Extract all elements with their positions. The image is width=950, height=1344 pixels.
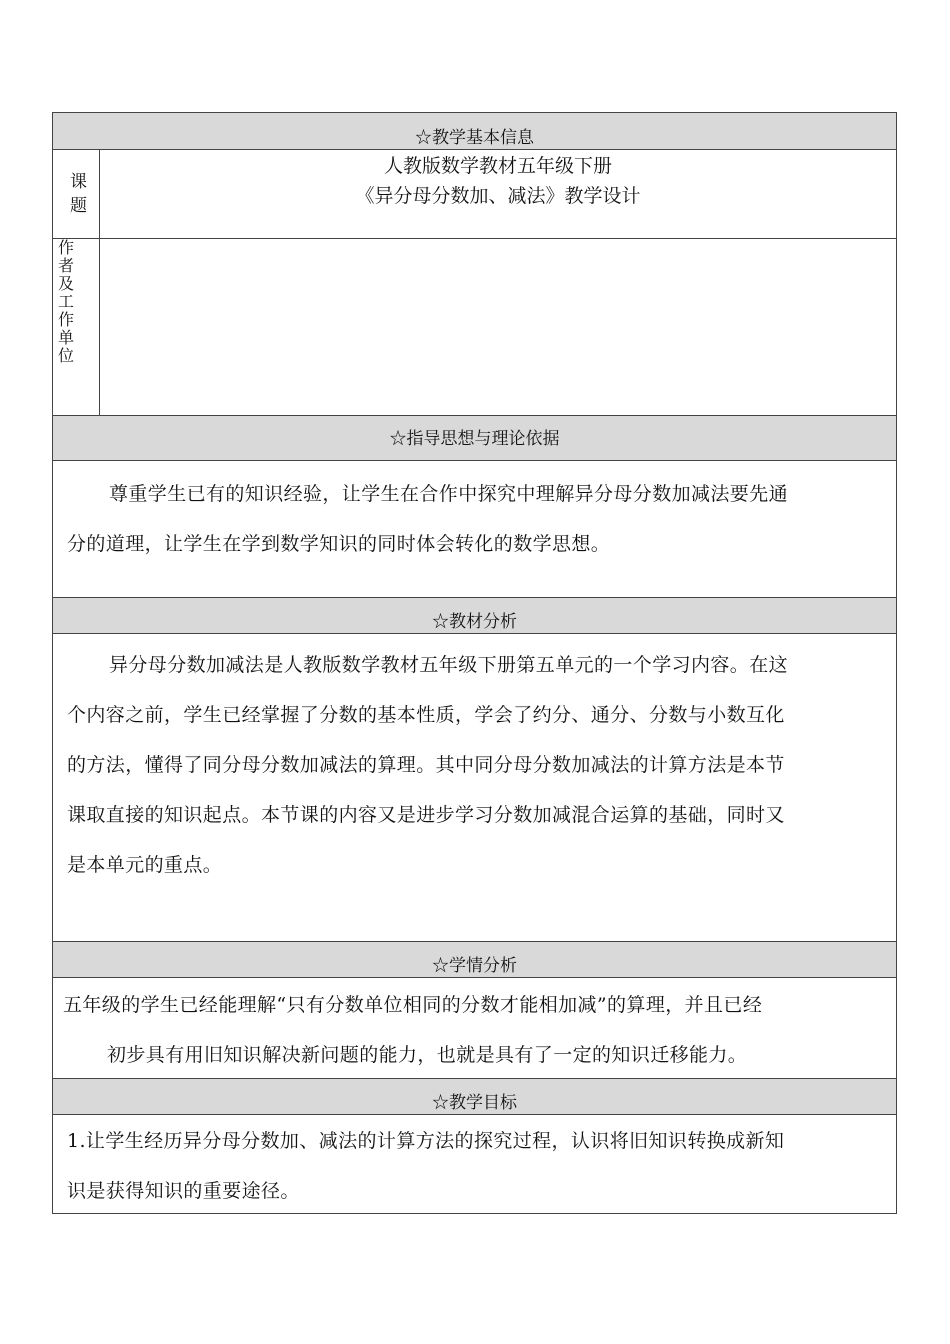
basic-info-header: [52, 112, 897, 149]
topic-value-cell: [100, 150, 896, 238]
students-header: [52, 941, 897, 977]
lesson-plan-table: [52, 112, 897, 1214]
material-title: ☆教材分析: [432, 612, 517, 632]
material-header: [52, 597, 897, 633]
author-row: [52, 238, 897, 415]
author-value-cell: [100, 239, 896, 415]
students-line-2: 初步具有用旧知识解决新问题的能力，也就是具有了一定的知识迁移能力。: [107, 1044, 748, 1066]
guiding-body: [52, 460, 897, 597]
author-label: 作者及工作单位: [58, 238, 75, 365]
material-body: [52, 633, 897, 941]
topic-label: 课题: [70, 172, 87, 216]
topic-row: [52, 149, 897, 238]
basic-info-title: ☆教学基本信息: [415, 128, 534, 148]
goals-line-1: 1.让学生经历异分母分数加、减法的计算方法的探究过程，认识将旧知识转换成新知: [67, 1130, 785, 1152]
material-line-3: 的方法，懂得了同分母分数加减法的算理。其中同分母分数加减法的计算方法是本节: [67, 754, 785, 776]
topic-line-1: 人教版数学教材五年级下册: [383, 155, 612, 177]
material-line-1: 异分母分数加减法是人教版数学教材五年级下册第五单元的一个学习内容。在这: [109, 654, 789, 676]
material-line-2: 个内容之前，学生已经掌握了分数的基本性质，学会了约分、通分、分数与小数互化: [67, 704, 785, 726]
goals-body: [52, 1114, 897, 1214]
topic-label-cell: [53, 150, 100, 238]
goals-header: [52, 1078, 897, 1114]
goals-title: ☆教学目标: [432, 1093, 517, 1113]
guiding-line-2: 分的道理，让学生在学到数学知识的同时体会转化的数学思想。: [67, 533, 611, 555]
students-line-1: 五年级的学生已经能理解“只有分数单位相同的分数才能相加减”的算理，并且已经: [63, 994, 763, 1016]
goals-line-2: 识是获得知识的重要途径。: [67, 1180, 300, 1202]
students-body: [52, 977, 897, 1078]
author-label-cell: [53, 239, 100, 415]
topic-line-2: 《异分母分数加、减法》教学设计: [355, 185, 641, 207]
material-line-5: 是本单元的重点。: [67, 854, 223, 876]
guiding-title: ☆指导思想与理论依据: [389, 429, 560, 449]
guiding-header: [52, 415, 897, 460]
guiding-line-1: 尊重学生已有的知识经验，让学生在合作中探究中理解异分母分数加减法要先通: [109, 483, 789, 505]
students-title: ☆学情分析: [432, 956, 517, 976]
material-line-4: 课取直接的知识起点。本节课的内容又是进步学习分数加减混合运算的基础，同时又: [67, 804, 785, 826]
